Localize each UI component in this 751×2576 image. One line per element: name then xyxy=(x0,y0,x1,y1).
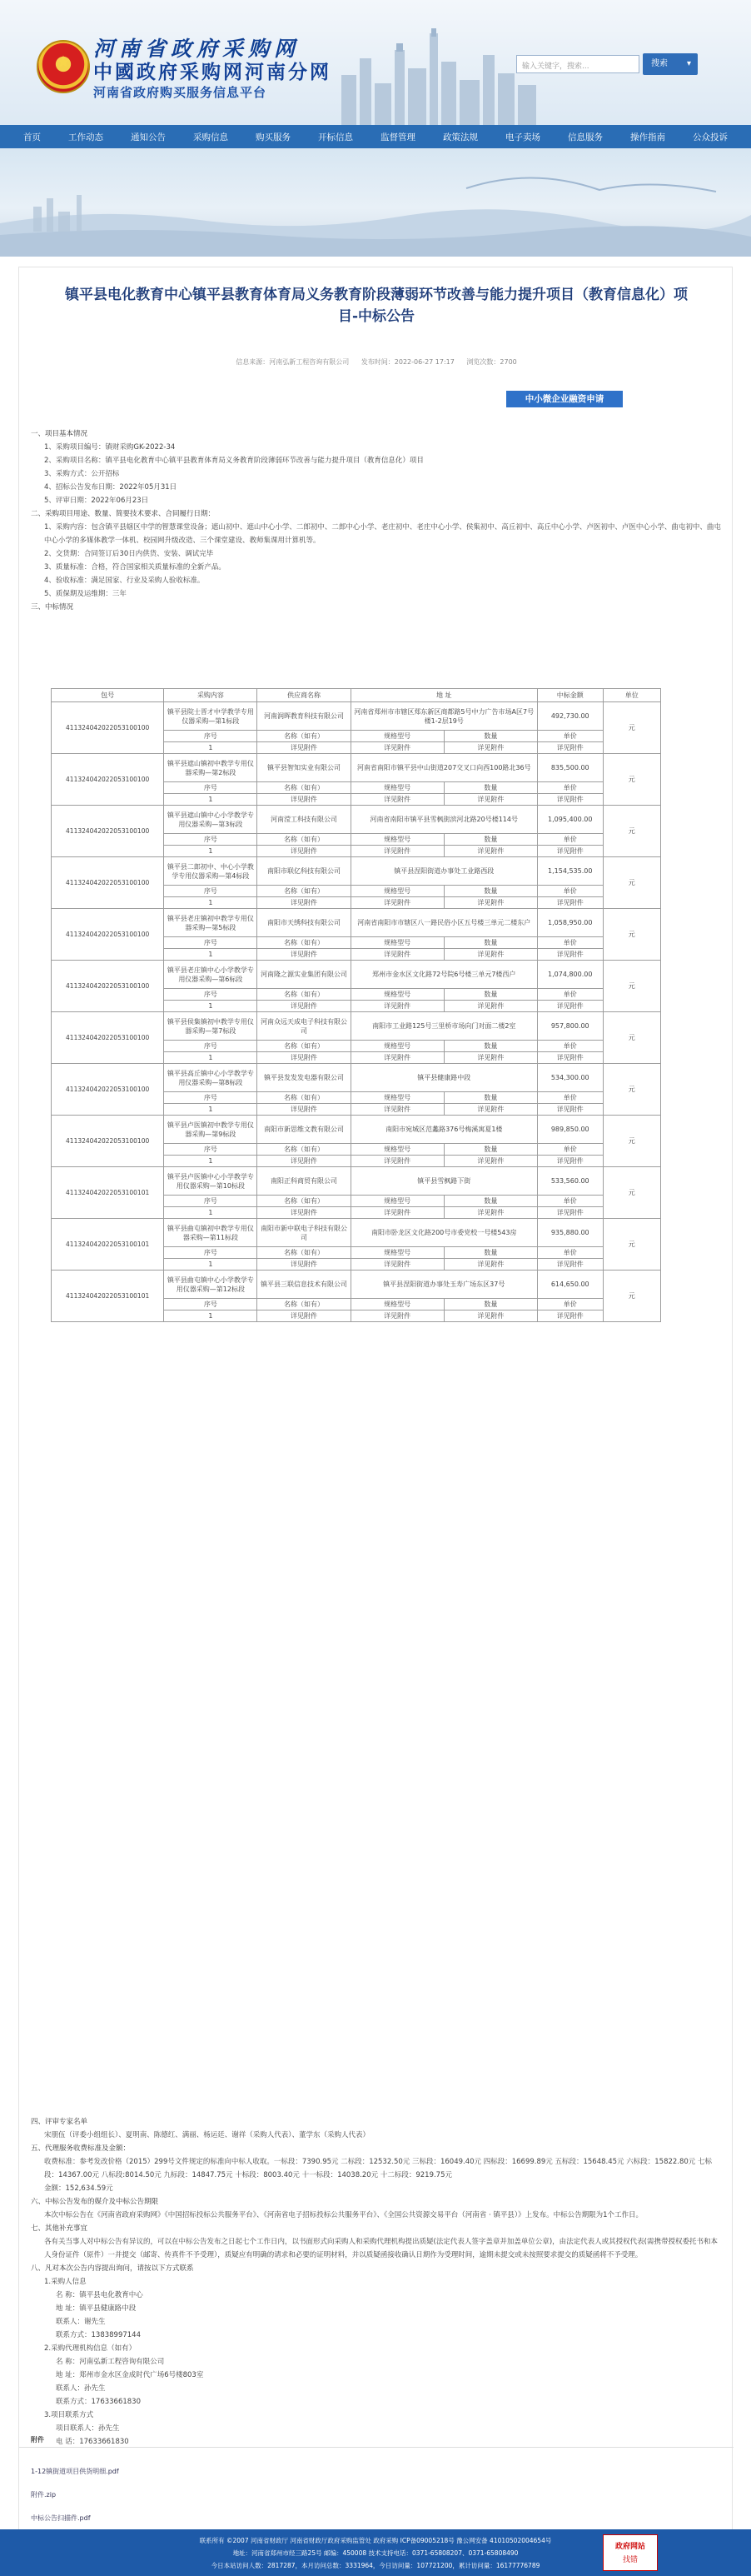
nav-guide[interactable]: 操作指南 xyxy=(630,132,665,142)
sub-col-header-name: 名称（如有） xyxy=(257,937,351,949)
table-row xyxy=(52,1012,661,1041)
package-number: 411324042022053100101 xyxy=(52,1271,164,1322)
sub-col-header-quantity: 数量 xyxy=(444,731,537,742)
attachment-link[interactable]: 1-12镇街道项目供货明细.pdf xyxy=(31,2468,119,2475)
sub-cell-quantity: 详见附件 xyxy=(444,1259,537,1271)
sub-cell-price: 详见附件 xyxy=(537,1156,603,1167)
supplier-address: 镇平县雪枫路下街 xyxy=(351,1167,537,1196)
sub-col-header-price: 单价 xyxy=(537,1092,603,1104)
sub-cell-index: 1 xyxy=(164,1207,257,1219)
sub-cell-quantity: 详见附件 xyxy=(444,1156,537,1167)
article-container xyxy=(18,267,733,2537)
sub-cell-price: 详见附件 xyxy=(537,846,603,857)
table-row xyxy=(52,1064,661,1092)
amount-unit: 元 xyxy=(603,1116,660,1167)
contact-line: 地 址：郑州市金水区金成时代广场6号楼803室 xyxy=(56,2371,204,2379)
chevron-down-icon: ▾ xyxy=(686,59,691,68)
supplier-address: 河南省南阳市市辖区八一路民俗小区五号楼三单元二楼东户 xyxy=(351,909,537,937)
package-number: 411324042022053100100 xyxy=(52,1012,164,1064)
contact-heading: 2.采购代理机构信息（如有） xyxy=(44,2344,137,2353)
sub-cell-quantity: 详见附件 xyxy=(444,949,537,961)
main-nav xyxy=(0,125,751,148)
contact-line: 联系人：谢先生 xyxy=(56,2318,106,2326)
sub-col-header-name: 名称（如有） xyxy=(257,989,351,1001)
sub-col-header-spec: 规格型号 xyxy=(351,834,444,846)
sub-col-header-price: 单价 xyxy=(537,782,603,794)
table-row xyxy=(52,806,661,834)
site-footer xyxy=(0,2529,751,2576)
fee-total: 金额：152,634.59元 xyxy=(44,2184,113,2193)
sub-col-header-name: 名称（如有） xyxy=(257,1041,351,1052)
media-text: 本次中标公告在《河南省政府采购网》《中国招标投标公共服务平台》、《河南省电子招标投标公共服务平台》、《全国公共资源交易平台（河南省 · 镇平县）》上发布。中标公告期限为1个工作日。 xyxy=(44,2211,644,2219)
sub-col-header-price: 单价 xyxy=(537,1041,603,1052)
supplier-name: 南阳正科商贸有限公司 xyxy=(257,1167,351,1196)
bid-amount: 1,074,800.00 xyxy=(537,961,603,989)
amount-unit: 元 xyxy=(603,806,660,857)
nav-notices[interactable]: 通知公告 xyxy=(131,132,166,142)
site-title-line2: 中國政府采购网河南分网 xyxy=(93,61,331,83)
sub-cell-index: 1 xyxy=(164,1310,257,1322)
sub-col-header-price: 单价 xyxy=(537,834,603,846)
contact-line: 地 址：镇平县健康路中段 xyxy=(56,2304,137,2313)
sub-col-header-name: 名称（如有） xyxy=(257,1144,351,1156)
sub-cell-price: 详见附件 xyxy=(537,1207,603,1219)
sub-cell-spec: 详见附件 xyxy=(351,742,444,754)
supplier-name: 镇平县发发发电器有限公司 xyxy=(257,1064,351,1092)
section-heading: 五、代理服务收费标准及金额： xyxy=(31,2144,131,2153)
procurement-content: 镇平县高丘镇中心小学教学专用仪器采购—第8标段 xyxy=(164,1064,257,1092)
nav-policies[interactable]: 政策法规 xyxy=(443,132,478,142)
sub-col-header-index: 序号 xyxy=(164,886,257,897)
expert-list: 宋朋伍（评委小组组长）、夏明南、陈德红、满丽、杨运廷、谢祥（采购人代表）、董学东（采购人代表） xyxy=(44,2131,371,2139)
supplier-name: 河南滢工科技有限公司 xyxy=(257,806,351,834)
sub-cell-quantity: 详见附件 xyxy=(444,794,537,806)
list-item: 5、评审日期：2022年06月23日 xyxy=(44,497,149,505)
sub-cell-quantity: 详见附件 xyxy=(444,1052,537,1064)
supplier-name: 河南润晖教育科技有限公司 xyxy=(257,702,351,731)
nav-bid-opening[interactable]: 开标信息 xyxy=(318,132,353,142)
sub-cell-name: 详见附件 xyxy=(257,742,351,754)
table-row xyxy=(52,1271,661,1299)
sub-col-header-index: 序号 xyxy=(164,1041,257,1052)
sub-cell-quantity: 详见附件 xyxy=(444,1104,537,1116)
sub-col-header-name: 名称（如有） xyxy=(257,1299,351,1310)
search-button-label: 搜索 xyxy=(651,59,668,68)
procurement-content: 镇平县老庄镇中心小学教学专用仪器采购—第6标段 xyxy=(164,961,257,989)
sub-col-header-spec: 规格型号 xyxy=(351,1144,444,1156)
sub-col-header-name: 名称（如有） xyxy=(257,1092,351,1104)
supplier-address: 镇平县健康路中段 xyxy=(351,1064,537,1092)
sub-cell-name: 详见附件 xyxy=(257,1156,351,1167)
sub-col-header-price: 单价 xyxy=(537,886,603,897)
list-item: 2、采购项目名称：镇平县电化教育中心镇平县教育体育局义务教育阶段薄弱环节改善与能力提升项目（教育信息化）项目 xyxy=(44,457,424,465)
meta-source: 信息来源：河南弘新工程咨询有限公司 xyxy=(236,358,350,366)
sub-col-header-index: 序号 xyxy=(164,1144,257,1156)
sub-col-header-price: 单价 xyxy=(537,1144,603,1156)
table-row xyxy=(52,1167,661,1196)
sub-col-header-spec: 规格型号 xyxy=(351,989,444,1001)
procurement-content: 镇平县曲屯镇中心小学教学专用仪器采购—第12标段 xyxy=(164,1271,257,1299)
package-number: 411324042022053100100 xyxy=(52,1064,164,1116)
col-header-supplier: 供应商名称 xyxy=(257,689,351,702)
sub-col-header-quantity: 数量 xyxy=(444,989,537,1001)
sub-cell-name: 详见附件 xyxy=(257,949,351,961)
supplier-name: 南阳市天绣科技有限公司 xyxy=(257,909,351,937)
list-item: 3、采购方式：公开招标 xyxy=(44,470,120,478)
package-number: 411324042022053100100 xyxy=(52,909,164,961)
bid-amount: 957,800.00 xyxy=(537,1012,603,1041)
attachment-link[interactable]: 中标公告扫描件.pdf xyxy=(31,2514,91,2522)
sub-col-header-name: 名称（如有） xyxy=(257,886,351,897)
sub-col-header-spec: 规格型号 xyxy=(351,731,444,742)
supplier-name: 镇平县三联信息技术有限公司 xyxy=(257,1271,351,1299)
supplier-address: 镇平县涅阳街道办事处工业路西段 xyxy=(351,857,537,886)
sub-col-header-name: 名称（如有） xyxy=(257,834,351,846)
meta-time: 发布时间：2022-06-27 17:17 xyxy=(361,358,455,366)
sub-col-header-name: 名称（如有） xyxy=(257,782,351,794)
amount-unit: 元 xyxy=(603,1167,660,1219)
list-item: 1、采购内容：包含镇平县辖区中学的智慧课堂设备；遮山初中、遮山中心小学、二郎初中、二郎中心小学、老庄初中、老庄中心小学、侯集初中、高丘初中、高丘中心小学、卢医初中、卢医中心小学、曲屯初中、曲屯中心小学的多媒体教学一体机、校园网升级改造、三个课堂建设、教师集课用计算机等。 xyxy=(44,523,721,545)
contact-line: 联系方式：17633661830 xyxy=(56,2398,141,2406)
bid-amount: 835,500.00 xyxy=(537,754,603,782)
sub-col-header-price: 单价 xyxy=(537,731,603,742)
sub-cell-index: 1 xyxy=(164,1001,257,1012)
sub-col-header-index: 序号 xyxy=(164,989,257,1001)
section-heading: 八、凡对本次公告内容提出询问，请按以下方式联系 xyxy=(31,2264,194,2273)
section-heading: 三、中标情况 xyxy=(31,603,74,612)
sub-col-header-index: 序号 xyxy=(164,1196,257,1207)
city-skyline-image xyxy=(333,25,541,125)
section-basic-info xyxy=(31,427,722,614)
search-input[interactable]: 输入关键字，搜索... xyxy=(516,55,639,73)
amount-unit: 元 xyxy=(603,1271,660,1322)
supplier-name: 南阳市新中联电子科技有限公司 xyxy=(257,1219,351,1247)
amount-unit: 元 xyxy=(603,857,660,909)
amount-unit: 元 xyxy=(603,754,660,806)
list-item: 1、采购项目编号：镇财采购GK-2022-34 xyxy=(44,443,176,452)
sub-cell-quantity: 详见附件 xyxy=(444,742,537,754)
sub-cell-price: 详见附件 xyxy=(537,949,603,961)
sub-cell-index: 1 xyxy=(164,949,257,961)
package-number: 411324042022053100101 xyxy=(52,1219,164,1271)
sub-cell-price: 详见附件 xyxy=(537,1259,603,1271)
procurement-content: 镇平县侯集镇初中教学专用仪器采购—第7标段 xyxy=(164,1012,257,1041)
bid-amount: 1,154,535.00 xyxy=(537,857,603,886)
supplier-name: 河南隆之源实业集团有限公司 xyxy=(257,961,351,989)
procurement-content: 镇平县遮山镇初中教学专用仪器采购—第2标段 xyxy=(164,754,257,782)
sub-cell-quantity: 详见附件 xyxy=(444,1310,537,1322)
list-item: 2、交货期：合同签订后30日内供货、安装、调试完毕 xyxy=(44,550,214,558)
nav-home[interactable]: 首页 xyxy=(23,132,41,142)
sub-col-header-spec: 规格型号 xyxy=(351,1247,444,1259)
sub-col-header-quantity: 数量 xyxy=(444,937,537,949)
sub-col-header-index: 序号 xyxy=(164,731,257,742)
supplier-address: 南阳市卧龙区文化路200号市委党校一号楼543房 xyxy=(351,1219,537,1247)
sub-cell-name: 详见附件 xyxy=(257,1001,351,1012)
sub-cell-price: 详见附件 xyxy=(537,794,603,806)
national-emblem-icon: ★ xyxy=(37,40,90,93)
nav-work-news[interactable]: 工作动态 xyxy=(68,132,103,142)
sub-cell-index: 1 xyxy=(164,1104,257,1116)
sub-cell-spec: 详见附件 xyxy=(351,897,444,909)
supplier-address: 河南省郑州市市辖区郑东新区商都路5号中力广告市场A区7号楼1-2层19号 xyxy=(351,702,537,731)
amount-unit: 元 xyxy=(603,909,660,961)
sub-col-header-index: 序号 xyxy=(164,1299,257,1310)
banner xyxy=(0,148,751,257)
sub-col-header-quantity: 数量 xyxy=(444,1299,537,1310)
site-title-line3: 河南省政府购买服务信息平台 xyxy=(93,85,267,100)
sub-col-header-spec: 规格型号 xyxy=(351,886,444,897)
sub-col-header-name: 名称（如有） xyxy=(257,1196,351,1207)
table-row xyxy=(52,857,661,886)
supplier-name: 南阳市联亿科技有限公司 xyxy=(257,857,351,886)
sub-cell-price: 详见附件 xyxy=(537,742,603,754)
search-button[interactable] xyxy=(643,53,698,75)
nav-info-services[interactable]: 信息服务 xyxy=(568,132,603,142)
sub-cell-spec: 详见附件 xyxy=(351,794,444,806)
bid-amount: 533,560.00 xyxy=(537,1167,603,1196)
sub-cell-name: 详见附件 xyxy=(257,897,351,909)
sub-cell-name: 详见附件 xyxy=(257,846,351,857)
supplier-address: 镇平县涅阳街道办事处玉寿广场东区37号 xyxy=(351,1271,537,1299)
sub-cell-spec: 详见附件 xyxy=(351,949,444,961)
nav-e-mall[interactable]: 电子卖场 xyxy=(505,132,540,142)
supplier-name: 南阳市新思维文教有限公司 xyxy=(257,1116,351,1144)
sub-cell-spec: 详见附件 xyxy=(351,1310,444,1322)
divider xyxy=(19,2447,734,2448)
sub-cell-index: 1 xyxy=(164,846,257,857)
sub-cell-index: 1 xyxy=(164,794,257,806)
sub-cell-name: 详见附件 xyxy=(257,794,351,806)
site-header xyxy=(0,0,751,125)
gov-site-error-badge[interactable] xyxy=(603,2534,658,2571)
results-table xyxy=(51,688,661,1322)
sub-cell-spec: 详见附件 xyxy=(351,846,444,857)
badge-subtitle: 找错 xyxy=(622,2556,638,2564)
col-header-package: 包号 xyxy=(52,689,164,702)
package-number: 411324042022053100100 xyxy=(52,857,164,909)
col-header-address: 地 址 xyxy=(351,689,537,702)
supplier-address: 南阳市宛城区范蠡路376号梅溪寓夏1楼 xyxy=(351,1116,537,1144)
sub-col-header-index: 序号 xyxy=(164,937,257,949)
sub-col-header-index: 序号 xyxy=(164,834,257,846)
amount-unit: 元 xyxy=(603,961,660,1012)
footer-copyright: 联系所有 ©2007 河南省财政厅 河南省财政厅政府采购监管处 政府采购 ICP备09005218号 豫公网安备 41010502004654号 xyxy=(199,2537,552,2544)
list-item: 4、验收标准：满足国家、行业及采购人验收标准。 xyxy=(44,577,205,585)
col-header-amount: 中标金额 xyxy=(537,689,603,702)
sub-col-header-index: 序号 xyxy=(164,1247,257,1259)
table-row xyxy=(52,1116,661,1144)
page-title: 镇平县电化教育中心镇平县教育体育局义务教育阶段薄弱环节改善与能力提升项目（教育信息化）项目-中标公告 xyxy=(65,287,688,325)
sub-col-header-name: 名称（如有） xyxy=(257,731,351,742)
table-row xyxy=(52,961,661,989)
sub-cell-index: 1 xyxy=(164,742,257,754)
sub-cell-spec: 详见附件 xyxy=(351,1104,444,1116)
col-header-unit: 单位 xyxy=(603,689,660,702)
section-heading: 七、其他补充事宜 xyxy=(31,2224,88,2233)
meta-views: 浏览次数：2700 xyxy=(466,358,517,366)
procurement-content: 镇平县二郎初中、中心小学教学专用仪器采购—第4标段 xyxy=(164,857,257,886)
nav-purchase-services[interactable]: 购买服务 xyxy=(256,132,291,142)
bid-amount: 534,300.00 xyxy=(537,1064,603,1092)
bid-amount: 492,730.00 xyxy=(537,702,603,731)
footer-stats: 今日本站访问人数：2817287，本月访问总数：3331964，今日访问量：107721200，累计访问量：16177776789 xyxy=(211,2562,540,2569)
procurement-content: 镇平县卢医镇中心小学教学专用仪器采购—第10标段 xyxy=(164,1167,257,1196)
package-number: 411324042022053100100 xyxy=(52,702,164,754)
sub-col-header-quantity: 数量 xyxy=(444,782,537,794)
banner-landscape-image xyxy=(0,148,751,257)
bid-amount: 935,880.00 xyxy=(537,1219,603,1247)
badge-title: 政府网站 xyxy=(614,2543,645,2551)
bid-amount: 989,850.00 xyxy=(537,1116,603,1144)
sme-financing-button[interactable]: 中小微企业融资申请 xyxy=(506,391,623,407)
sub-cell-price: 详见附件 xyxy=(537,1001,603,1012)
package-number: 411324042022053100100 xyxy=(52,754,164,806)
contact-line: 名 称：镇平县电化教育中心 xyxy=(56,2291,143,2299)
sub-col-header-price: 单价 xyxy=(537,1299,603,1310)
supplier-name: 镇平县智知实业有限公司 xyxy=(257,754,351,782)
sub-col-header-quantity: 数量 xyxy=(444,1092,537,1104)
nav-complaints[interactable]: 公众投诉 xyxy=(693,132,728,142)
sub-cell-price: 详见附件 xyxy=(537,897,603,909)
package-number: 411324042022053100100 xyxy=(52,1116,164,1167)
sub-cell-spec: 详见附件 xyxy=(351,1001,444,1012)
sub-cell-name: 详见附件 xyxy=(257,1104,351,1116)
package-number: 411324042022053100100 xyxy=(52,961,164,1012)
package-number: 411324042022053100101 xyxy=(52,1167,164,1219)
col-header-content: 采购内容 xyxy=(164,689,257,702)
sub-cell-quantity: 详见附件 xyxy=(444,846,537,857)
bid-amount: 1,095,400.00 xyxy=(537,806,603,834)
contact-line: 联系人：孙先生 xyxy=(56,2384,106,2393)
section-rest xyxy=(31,2115,722,2449)
sub-cell-spec: 详见附件 xyxy=(351,1259,444,1271)
sub-col-header-quantity: 数量 xyxy=(444,1144,537,1156)
sub-col-header-quantity: 数量 xyxy=(444,1041,537,1052)
sub-cell-price: 详见附件 xyxy=(537,1104,603,1116)
fee-text: 收费标准：参考发改价格（2015）299号文件规定的标准向中标人收取。一标段：7390.95元 二标段：12532.50元 三标段：16049.40元 四标段：16699.89元 五标段：15648.45元 六标段：15822.80元 七标段：14367.00元 八标段:8014.50元 九标段：14847.75元 十标段：8003.40元 十一标段：14038.20元 十二标段：9219.75元 xyxy=(44,2158,713,2179)
sub-cell-quantity: 详见附件 xyxy=(444,1207,537,1219)
sub-cell-price: 详见附件 xyxy=(537,1052,603,1064)
sub-cell-spec: 详见附件 xyxy=(351,1207,444,1219)
sub-cell-quantity: 详见附件 xyxy=(444,1001,537,1012)
procurement-content: 镇平县卢医镇初中教学专用仪器采购—第9标段 xyxy=(164,1116,257,1144)
table-row xyxy=(52,754,661,782)
sub-cell-name: 详见附件 xyxy=(257,1310,351,1322)
amount-unit: 元 xyxy=(603,1219,660,1271)
sub-col-header-spec: 规格型号 xyxy=(351,1299,444,1310)
sub-cell-spec: 详见附件 xyxy=(351,1156,444,1167)
site-title-line1: 河南省政府采购网 xyxy=(93,37,301,61)
sub-cell-index: 1 xyxy=(164,1259,257,1271)
sub-cell-spec: 详见附件 xyxy=(351,1052,444,1064)
procurement-content: 镇平县院士晋才中学教学专用仪器采购—第1标段 xyxy=(164,702,257,731)
sub-cell-index: 1 xyxy=(164,1052,257,1064)
section-heading: 一、项目基本情况 xyxy=(31,430,88,438)
supplier-address: 南阳市工业路125号三里桥市场向门对面二楼2室 xyxy=(351,1012,537,1041)
list-item: 4、招标公告发布日期：2022年05月31日 xyxy=(44,483,177,492)
sub-col-header-quantity: 数量 xyxy=(444,886,537,897)
sub-col-header-price: 单价 xyxy=(537,989,603,1001)
sub-col-header-spec: 规格型号 xyxy=(351,782,444,794)
article-meta xyxy=(19,357,734,367)
procurement-content: 镇平县老庄镇初中教学专用仪器采购—第5标段 xyxy=(164,909,257,937)
amount-unit: 元 xyxy=(603,702,660,754)
table-header-row xyxy=(52,689,661,702)
list-item: 3、质量标准：合格，符合国家相关质量标准的全新产品。 xyxy=(44,563,226,572)
sub-col-header-spec: 规格型号 xyxy=(351,1092,444,1104)
contact-line: 项目联系人：孙先生 xyxy=(56,2424,120,2433)
contact-line: 名 称：河南弘新工程咨询有限公司 xyxy=(56,2358,165,2366)
sub-cell-price: 详见附件 xyxy=(537,1310,603,1322)
footer-address: 地址：河南省郑州市经三路25号 邮编：450008 技术支持电话：0371-65808207、0371-65808490 xyxy=(232,2549,519,2557)
sub-col-header-price: 单价 xyxy=(537,937,603,949)
procurement-content: 镇平县曲屯镇初中教学专用仪器采购—第11标段 xyxy=(164,1219,257,1247)
attachment-link[interactable]: 附件.zip xyxy=(31,2491,57,2499)
list-item: 5、质保期及运维期：三年 xyxy=(44,590,127,598)
sub-col-header-price: 单价 xyxy=(537,1196,603,1207)
sub-cell-name: 详见附件 xyxy=(257,1052,351,1064)
sub-cell-quantity: 详见附件 xyxy=(444,897,537,909)
other-text: 各有关当事人对中标公告有异议的，可以在中标公告发布之日起七个工作日内，以书面形式向采购人和采购代理机构提出质疑(法定代表人签字盖章并加盖单位公章)，由法定代表人或其授权代表(需携带授权委托书和本人身份证件（原件）一并提交（邮寄、传真件不予受理），质疑应有明确的请求和必要的证明材料，并以质疑函接收确认日期作为受理时间，逾期未提交或未按照要求提交的质疑函将不予受理。 xyxy=(44,2238,718,2259)
sub-col-header-index: 序号 xyxy=(164,1092,257,1104)
sub-col-header-index: 序号 xyxy=(164,782,257,794)
sub-col-header-quantity: 数量 xyxy=(444,834,537,846)
sub-col-header-price: 单价 xyxy=(537,1247,603,1259)
sub-col-header-quantity: 数量 xyxy=(444,1247,537,1259)
nav-supervision[interactable]: 监督管理 xyxy=(380,132,415,142)
sub-cell-index: 1 xyxy=(164,1156,257,1167)
supplier-address: 郑州市金水区文化路72号院6号楼三单元7楼西户 xyxy=(351,961,537,989)
contact-heading: 1.采购人信息 xyxy=(44,2278,87,2286)
supplier-address: 河南省南阳市镇平县雪枫街滨河北路20号楼114号 xyxy=(351,806,537,834)
contact-line: 电 话：17633661830 xyxy=(56,2438,129,2446)
sub-col-header-quantity: 数量 xyxy=(444,1196,537,1207)
contact-line: 联系方式：13838997144 xyxy=(56,2331,141,2339)
attachments-heading: 附件 xyxy=(31,2436,44,2444)
supplier-address: 河南省南阳市镇平县中山街道207交叉口向西100路北36号 xyxy=(351,754,537,782)
section-heading: 二、采购项目用途、数量、简要技术要求、合同履行日期： xyxy=(31,510,216,518)
sub-col-header-name: 名称（如有） xyxy=(257,1247,351,1259)
nav-procurement-info[interactable]: 采购信息 xyxy=(193,132,228,142)
package-number: 411324042022053100100 xyxy=(52,806,164,857)
table-row xyxy=(52,1219,661,1247)
supplier-name: 河南众远天成电子科技有限公司 xyxy=(257,1012,351,1041)
amount-unit: 元 xyxy=(603,1012,660,1064)
table-row xyxy=(52,702,661,731)
amount-unit: 元 xyxy=(603,1064,660,1116)
sub-col-header-spec: 规格型号 xyxy=(351,1196,444,1207)
sub-col-header-spec: 规格型号 xyxy=(351,1041,444,1052)
sub-cell-name: 详见附件 xyxy=(257,1207,351,1219)
bid-amount: 614,650.00 xyxy=(537,1271,603,1299)
bid-amount: 1,058,950.00 xyxy=(537,909,603,937)
sub-cell-index: 1 xyxy=(164,897,257,909)
section-heading: 六、中标公告发布的媒介及中标公告期限 xyxy=(31,2198,159,2206)
contact-heading: 3.项目联系方式 xyxy=(44,2411,94,2419)
procurement-content: 镇平县遮山镇中心小学教学专用仪器采购—第3标段 xyxy=(164,806,257,834)
section-heading: 四、评审专家名单 xyxy=(31,2118,88,2126)
table-row xyxy=(52,909,661,937)
sub-col-header-spec: 规格型号 xyxy=(351,937,444,949)
sub-cell-name: 详见附件 xyxy=(257,1259,351,1271)
